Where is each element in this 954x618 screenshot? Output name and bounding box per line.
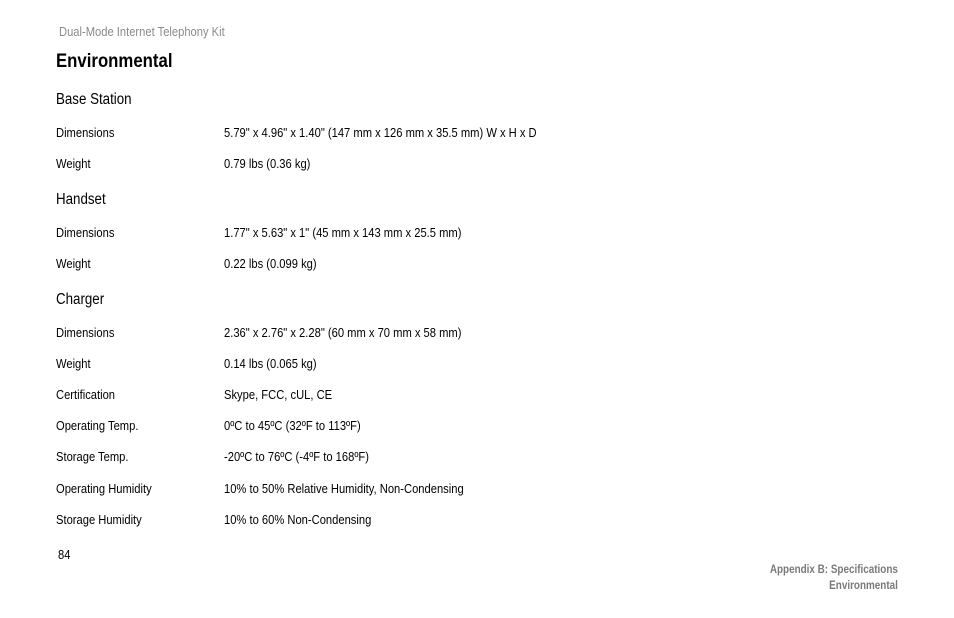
section-heading-text: Charger (56, 291, 105, 308)
page-footer (749, 562, 898, 594)
running-header-text: Dual-Mode Internet Telephony Kit (59, 24, 225, 39)
spec-value: 10% to 50% Relative Humidity, Non-Condensing (224, 481, 464, 496)
page-title-text: Environmental (56, 50, 173, 72)
spec-label: Weight (56, 356, 91, 371)
spec-label: Dimensions (56, 325, 115, 340)
spec-label: Weight (56, 256, 91, 271)
running-header (59, 24, 252, 39)
section-heading-handset (56, 191, 114, 209)
footer-appendix (749, 562, 898, 578)
spec-value: 0.22 lbs (0.099 kg) (224, 256, 317, 271)
page-title (56, 50, 191, 73)
spec-value: Skype, FCC, cUL, CE (224, 387, 333, 402)
section-heading-base-station (56, 91, 144, 109)
section-heading-charger (56, 291, 112, 309)
footer-appendix-text: Appendix B: Specifications (769, 564, 898, 576)
spec-value: 0.79 lbs (0.36 kg) (224, 156, 311, 171)
footer-section (749, 578, 898, 594)
section-heading-text: Base Station (56, 91, 132, 108)
section-heading-text: Handset (56, 191, 106, 208)
spec-label: Dimensions (56, 125, 115, 140)
spec-label: Operating Humidity (56, 481, 152, 496)
spec-label: Certification (56, 387, 116, 402)
spec-label: Storage Humidity (56, 512, 142, 527)
spec-value: 0.14 lbs (0.065 kg) (224, 356, 317, 371)
footer-section-text: Environmental (829, 580, 898, 592)
page-number (58, 547, 72, 562)
spec-value: -20ºC to 76ºC (-4ºF to 168ºF) (224, 449, 369, 464)
page-number-text: 84 (58, 547, 71, 562)
spec-value: 10% to 60% Non-Condensing (224, 512, 372, 527)
spec-label: Operating Temp. (56, 418, 139, 433)
spec-value: 0ºC to 45ºC (32ºF to 113ºF) (224, 418, 361, 433)
spec-label: Storage Temp. (56, 449, 129, 464)
spec-label: Dimensions (56, 225, 115, 240)
spec-label: Weight (56, 156, 91, 171)
spec-value: 1.77" x 5.63" x 1" (45 mm x 143 mm x 25.5 mm) (224, 225, 462, 240)
spec-value: 5.79" x 4.96" x 1.40" (147 mm x 126 mm x 35.5 mm) W x H x D (224, 125, 537, 140)
spec-value: 2.36" x 2.76" x 2.28" (60 mm x 70 mm x 58 mm) (224, 325, 462, 340)
